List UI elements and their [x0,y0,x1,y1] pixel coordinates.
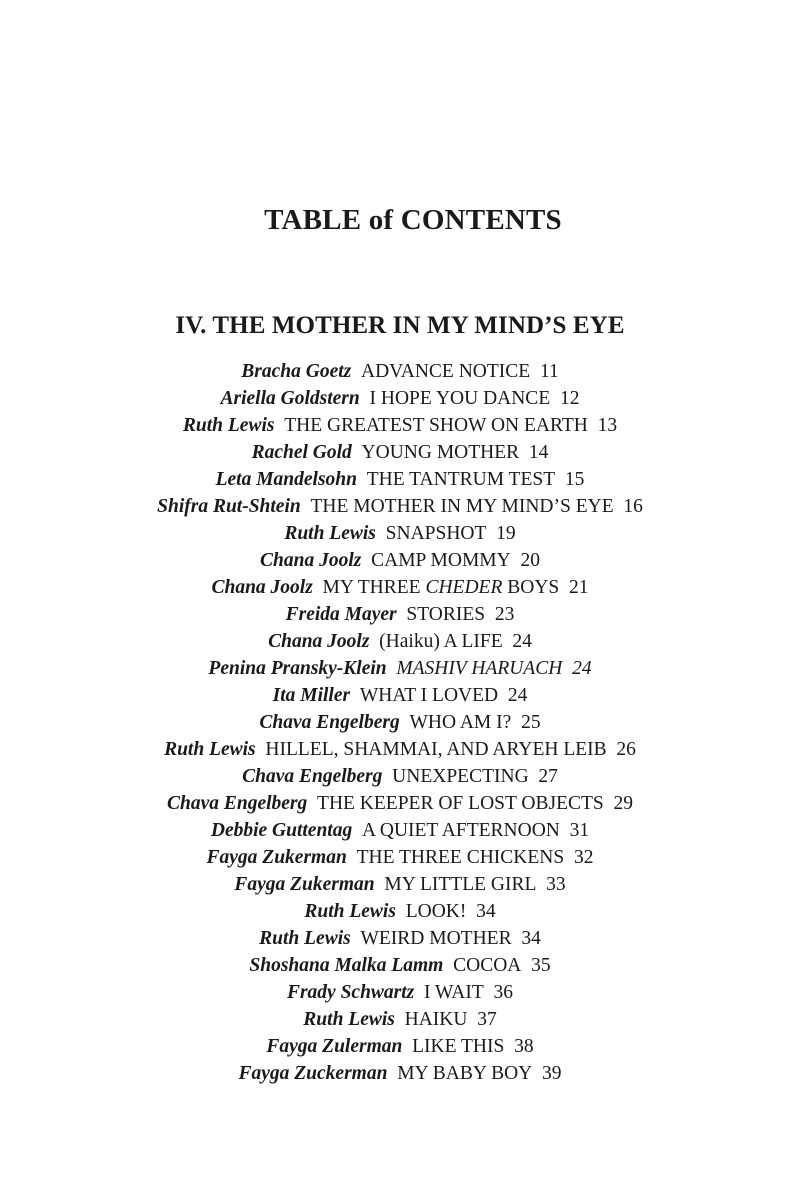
entry-page-number: 12 [559,388,580,409]
entry-author: Chana Joolz [260,550,362,571]
entry-author: Penina Pransky-Klein [208,658,387,679]
entry-author: Fayga Zuckerman [238,1063,388,1084]
entry-title-italic: MASHIV HARUACH [396,658,563,679]
entry-author: Freida Mayer [285,604,397,625]
toc-entry [0,898,800,925]
toc-entry [0,925,800,952]
entry-page-number: 19 [496,523,516,544]
entry-author: Leta Mandelsohn [215,469,357,490]
entry-page-number: 24 [512,631,532,652]
entry-author: Ariella Goldstern [220,388,360,409]
entry-author: Ruth Lewis [182,415,275,436]
toc-entry [0,466,800,493]
entry-title: THE KEEPER OF LOST OBJECTS [317,793,604,814]
entry-author: Ruth Lewis [303,1009,395,1030]
toc-entry [0,1033,800,1060]
page-title: TABLE of CONTENTS [264,204,562,236]
entry-title: ADVANCE NOTICE [361,361,531,382]
entry-author: Debbie Guttentag [210,820,353,841]
entry-title: UNEXPECTING [392,766,529,787]
toc-entry [0,547,800,574]
entry-title: MY BABY BOY [397,1063,533,1084]
entry-author: Rachel Gold [251,442,352,463]
entry-page-number: 25 [521,712,541,733]
entry-title: CAMP MOMMY [371,550,511,571]
entry-page-number: 27 [538,766,558,787]
entry-page-number: 24 [507,685,528,706]
entry-title: A QUIET AFTERNOON [361,820,560,841]
entry-page-number: 34 [521,928,541,949]
entry-title: STORIES [406,604,486,625]
toc-entry [0,439,800,466]
toc-entry [0,952,800,979]
entry-author: Shoshana Malka Lamm [249,955,444,976]
toc-entry [0,574,800,601]
entry-title: COCOA [453,955,522,976]
entry-author: Fayga Zukerman [206,847,347,868]
toc-entry [0,871,800,898]
entry-author: Frady Schwartz [286,982,415,1003]
entry-author: Ruth Lewis [164,739,256,760]
entry-title: LOOK! [405,901,467,922]
entry-author: Fayga Zulerman [266,1036,403,1057]
entry-page-number: 35 [531,955,551,976]
toc-entry [0,385,800,412]
entry-author: Chava Engelberg [242,766,383,787]
entry-author: Chava Engelberg [259,712,400,733]
entry-title: MY LITTLE GIRL [384,874,537,895]
entry-title: WEIRD MOTHER [360,928,512,949]
toc-entry [0,655,800,682]
toc-entry-list [0,358,800,1087]
entry-title: HILLEL, SHAMMAI, AND ARYEH LEIB [265,739,607,760]
entry-title: THE MOTHER IN MY MIND’S EYE [310,496,614,517]
entry-author: Chava Engelberg [166,793,308,814]
toc-entry [0,709,800,736]
toc-entry [0,520,800,547]
entry-page-number: 29 [613,793,634,814]
entry-title: I WAIT [424,982,484,1003]
toc-entry [0,358,800,385]
entry-page-number: 16 [623,496,643,517]
entry-page-number: 11 [539,361,559,382]
entry-title: WHO AM I? [409,712,512,733]
entry-title: I HOPE YOU DANCE [369,388,551,409]
entry-title-continued: BOYS [507,577,560,598]
entry-title: WHAT I LOVED [359,685,499,706]
toc-entry [0,979,800,1006]
entry-page-number: 31 [569,820,590,841]
entry-page-number: 32 [573,847,594,868]
entry-page-number: 20 [520,550,540,571]
entry-page-number: 23 [494,604,515,625]
toc-entry [0,1006,800,1033]
entry-title: HAIKU [404,1009,468,1030]
entry-title: MY THREE [322,577,421,598]
toc-entry [0,790,800,817]
entry-page-number: 26 [616,739,636,760]
entry-author: Shifra Rut-Shtein [157,496,301,517]
entry-page-number: 39 [542,1063,562,1084]
entry-title: SNAPSHOT [385,523,487,544]
entry-page-number: 21 [569,577,589,598]
entry-title: THE GREATEST SHOW ON EARTH [284,415,588,436]
entry-page-number: 34 [476,901,496,922]
toc-entry [0,682,800,709]
entry-author: Ruth Lewis [284,523,376,544]
entry-page-number: 36 [493,982,514,1003]
entry-title-italic: CHEDER [425,577,503,598]
entry-author: Fayga Zukerman [234,874,375,895]
entry-page-number: 24 [572,658,592,679]
entry-page-number: 14 [528,442,549,463]
toc-entry [0,493,800,520]
entry-page-number: 33 [546,874,566,895]
entry-title: THE TANTRUM TEST [366,469,556,490]
section-heading: IV. THE MOTHER IN MY MIND’S EYE [175,312,625,339]
toc-entry [0,736,800,763]
toc-entry [0,628,800,655]
toc-entry [0,412,800,439]
entry-author: Ruth Lewis [304,901,396,922]
toc-entry [0,817,800,844]
entry-author: Chana Joolz [211,577,313,598]
entry-title: THE THREE CHICKENS [356,847,565,868]
entry-author: Ita Miller [272,685,351,706]
entry-author: Chana Joolz [268,631,370,652]
entry-title: LIKE THIS [412,1036,505,1057]
entry-page-number: 15 [564,469,585,490]
toc-entry [0,601,800,628]
toc-entry [0,844,800,871]
entry-page-number: 37 [477,1009,497,1030]
entry-page-number: 38 [514,1036,534,1057]
toc-entry [0,1060,800,1087]
entry-author: Ruth Lewis [259,928,351,949]
entry-title: YOUNG MOTHER [361,442,520,463]
toc-entry [0,763,800,790]
entry-title: (Haiku) A LIFE [379,631,503,652]
entry-author: Bracha Goetz [241,361,352,382]
entry-page-number: 13 [597,415,618,436]
